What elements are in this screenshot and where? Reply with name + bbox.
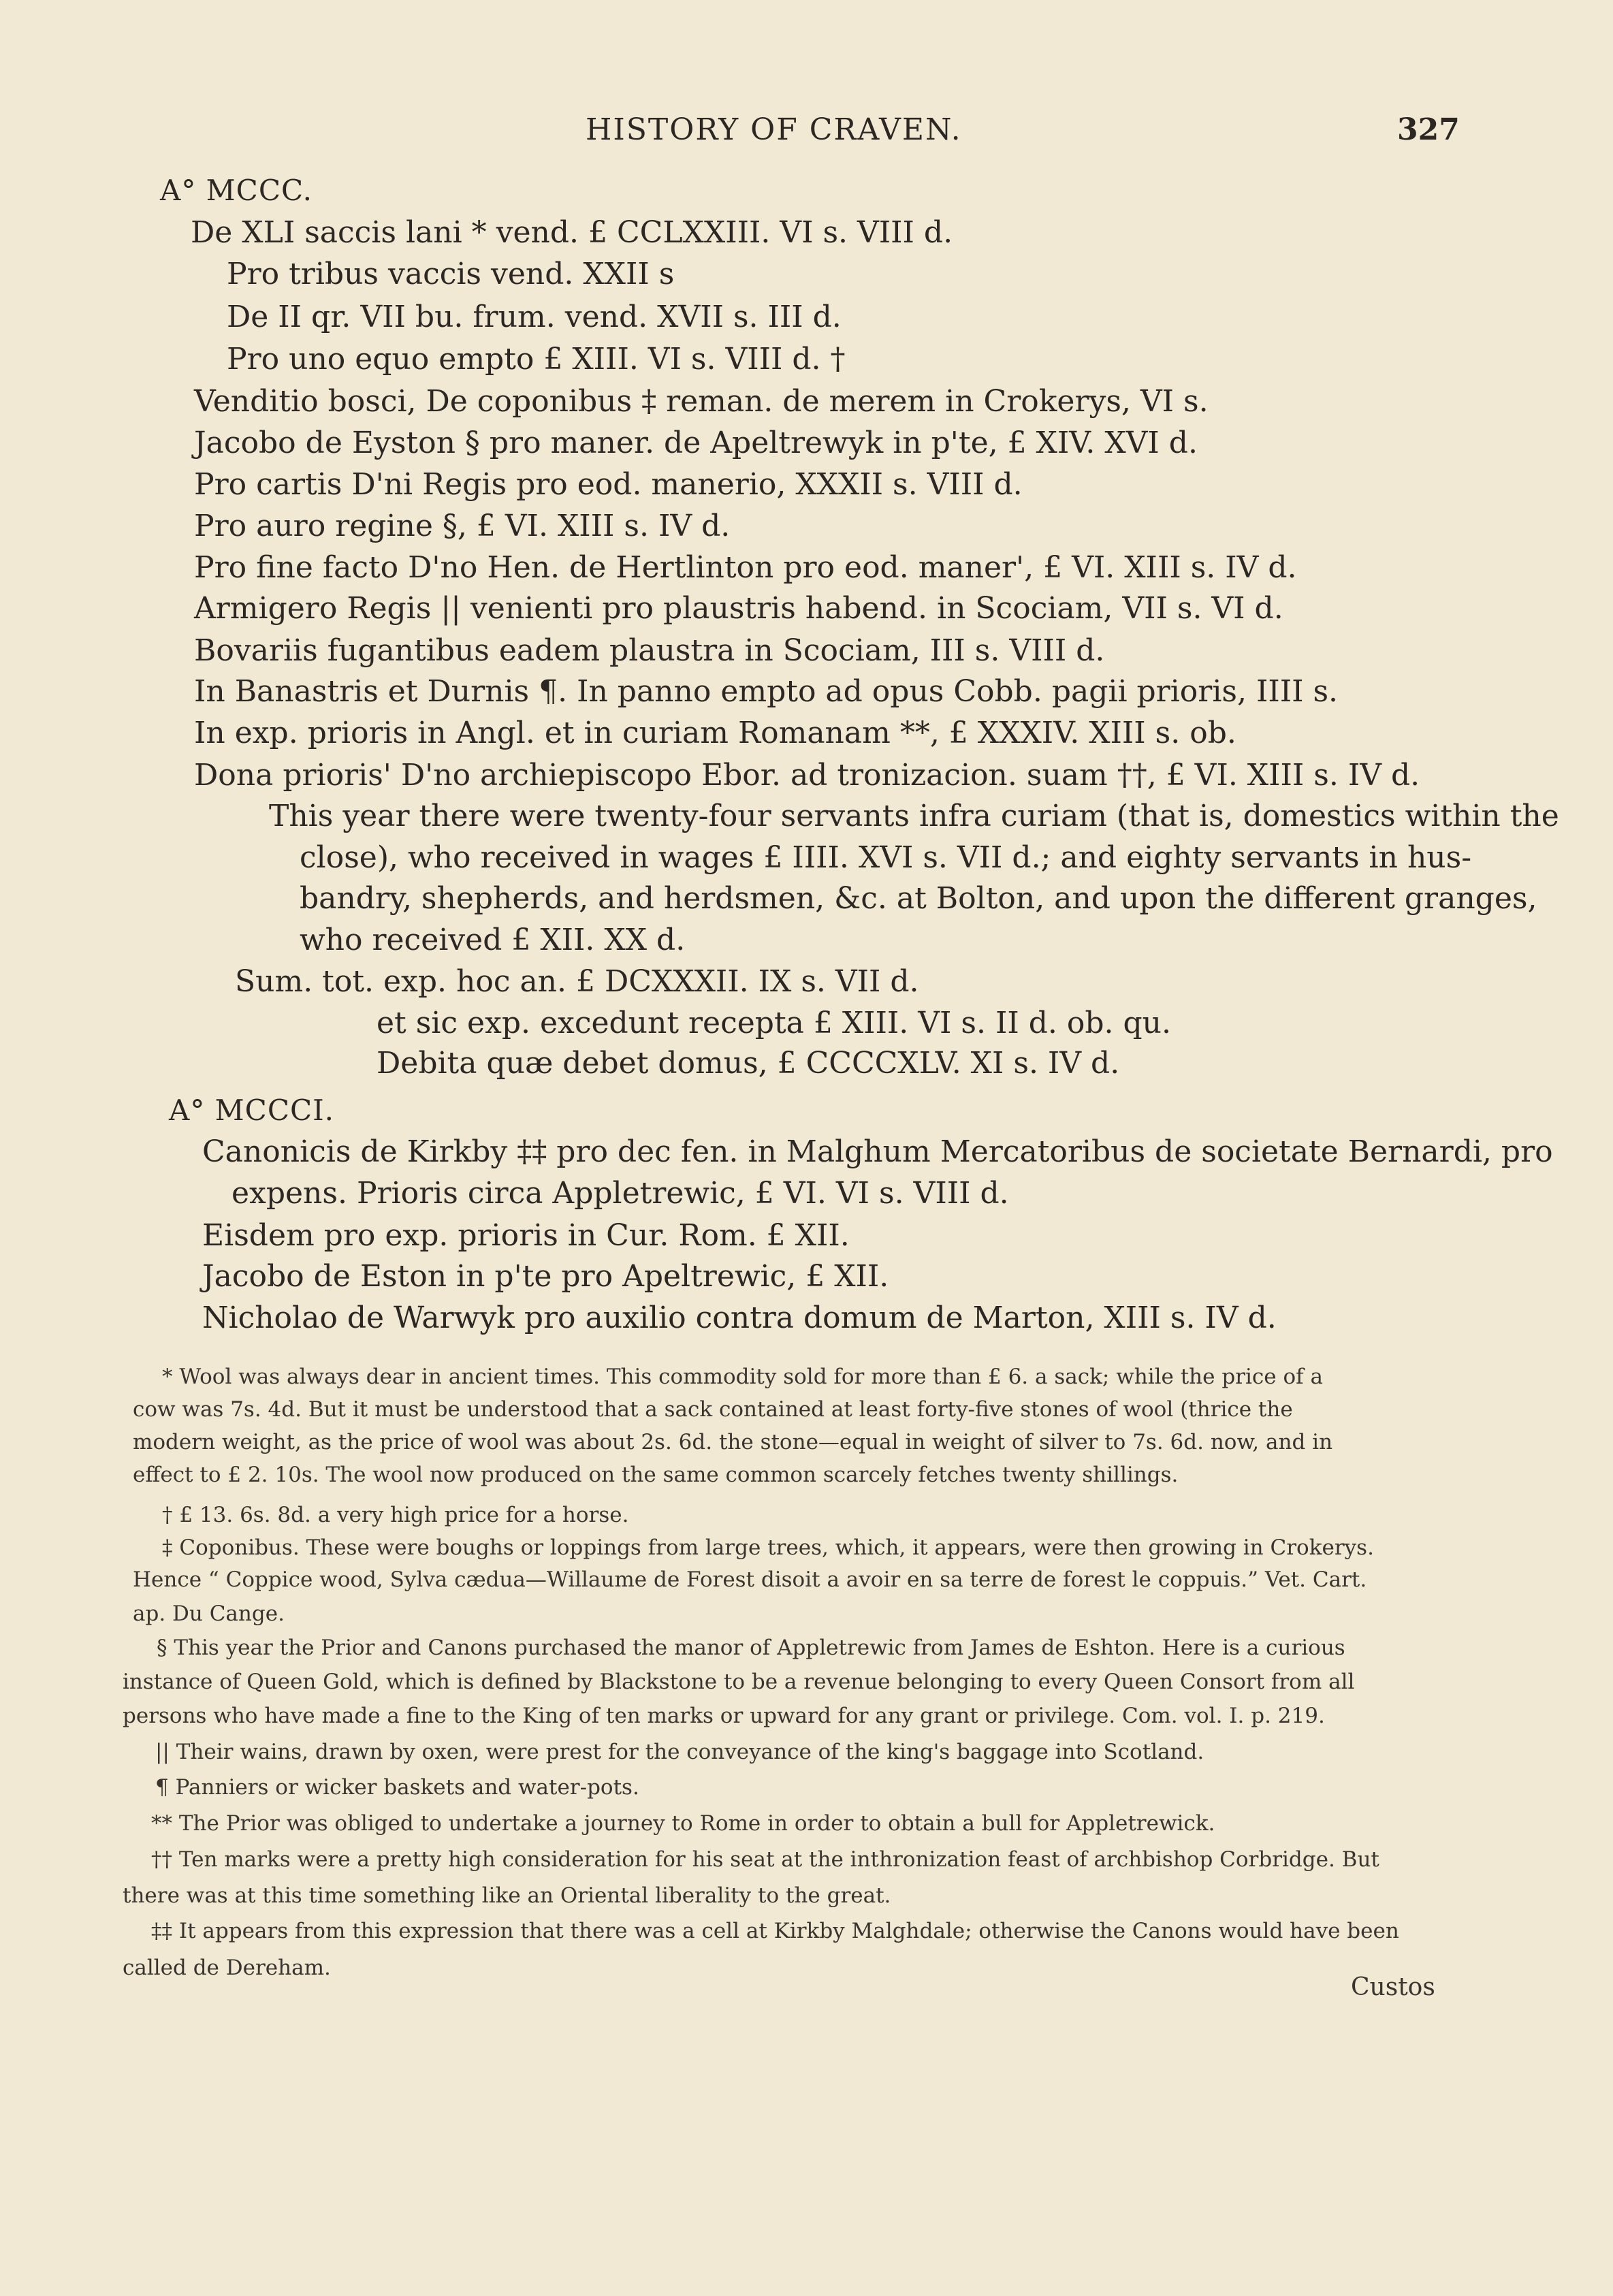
servants-note-line: who received £ XII. XX d. (300, 923, 686, 957)
footnote-line: there was at this time something like an Oriental liberality to the great. (123, 1883, 891, 1908)
account-entry: Venditio bosci, De coponibus ‡ reman. de merem in Crokerys, VI s. (194, 384, 1209, 419)
year-heading: A° MCCC. (160, 174, 313, 207)
account-entry: Dona prioris' D'no archiepiscopo Ebor. ad tronizacion. suam ††, £ VI. XIII s. IV d. (194, 758, 1420, 793)
footnote-line: effect to £ 2. 10s. The wool now produced on the same common scarcely fetches twenty shillings. (133, 1463, 1179, 1487)
account-entry: Pro uno equo empto £ XIII. VI s. VIII d. † (227, 342, 846, 377)
year-heading: A° MCCCI. (169, 1094, 335, 1127)
account-entry: Bovariis fugantibus eadem plaustra in Scociam, III s. VIII d. (194, 633, 1105, 668)
footnote-line: § This year the Prior and Canons purchased the manor of Appletrewic from James de Eshton. Here is a curious (157, 1636, 1345, 1660)
footnote-line: ¶ Panniers or wicker baskets and water-pots. (155, 1775, 639, 1800)
footnote-line: persons who have made a fine to the King of ten marks or upward for any grant or privilege. Com. vol. I. p. 219. (123, 1704, 1325, 1728)
account-entry: Canonicis de Kirkby ‡‡ pro dec fen. in Malghum Mercatoribus de societate Bernardi, pro (202, 1134, 1553, 1169)
account-entry: In exp. prioris in Angl. et in curiam Romanam **, £ XXXIV. XIII s. ob. (194, 716, 1236, 750)
page-header (0, 112, 1613, 153)
debt-line: Debita quæ debet domus, £ CCCCXLV. XI s. IV d. (377, 1046, 1120, 1081)
account-entry: De XLI saccis lani * vend. £ CCLXXIII. VI s. VIII d. (191, 215, 953, 250)
catchword: Custos (1351, 1973, 1435, 2001)
sum-total-line: Sum. tot. exp. hoc an. £ DCXXXII. IX s. VII d. (235, 964, 919, 999)
footnote-line: || Their wains, drawn by oxen, were prest for the conveyance of the king's baggage into Scotland. (155, 1740, 1204, 1764)
account-entry: Jacobo de Eyston § pro maner. de Apeltrewyk in p'te, £ XIV. XVI d. (194, 426, 1198, 460)
servants-note-line: close), who received in wages £ IIII. XVI s. VII d.; and eighty servants in hus- (300, 840, 1472, 875)
footnote-line: modern weight, as the price of wool was about 2s. 6d. the stone—equal in weight of silver to 7s. 6d. now, and in (133, 1430, 1333, 1454)
account-entry: Pro tribus vaccis vend. XXII s (227, 257, 675, 291)
running-title: HISTORY OF CRAVEN. (586, 112, 962, 147)
footnote-line: instance of Queen Gold, which is defined by Blackstone to be a revenue belonging to every Queen Consort from all (123, 1670, 1355, 1694)
servants-note-line: bandry, shepherds, and herdsmen, &c. at Bolton, and upon the different granges, (300, 881, 1537, 916)
footnote-line: †† Ten marks were a pretty high consideration for his seat at the inthronization feast of archbishop Corbridge. But (151, 1847, 1379, 1872)
account-entry: Pro cartis D'ni Regis pro eod. manerio, XXXII s. VIII d. (194, 467, 1023, 502)
footnote-line: called de Dereham. (123, 1956, 331, 1980)
servants-note-line: This year there were twenty-four servants infra curiam (that is, domestics within the (269, 799, 1559, 833)
account-entry: In Banastris et Durnis ¶. In panno empto ad opus Cobb. pagii prioris, IIII s. (194, 674, 1339, 709)
footnote-line: * Wool was always dear in ancient times. This commodity sold for more than £ 6. a sack; while the price of a (162, 1365, 1323, 1389)
account-entry: expens. Prioris circa Appletrewic, £ VI. VI s. VIII d. (231, 1176, 1009, 1211)
footnote-line: cow was 7s. 4d. But it must be understood that a sack contained at least forty-five stones of wool (thrice the (133, 1397, 1293, 1422)
footnote-line: ap. Du Cange. (133, 1601, 285, 1626)
footnote-line: † £ 13. 6s. 8d. a very high price for a horse. (162, 1503, 629, 1527)
account-entry: Armigero Regis || venienti pro plaustris habend. in Scociam, VII s. VI d. (194, 591, 1283, 626)
page-number: 327 (1397, 112, 1460, 147)
footnote-line: Hence “ Coppice wood, Sylva cædua—Willaume de Forest disoit a avoir en sa terre de forest le coppuis.” Vet. Cart. (133, 1567, 1367, 1592)
footnote-line: ** The Prior was obliged to undertake a journey to Rome in order to obtain a bull for Appletrewick. (151, 1811, 1215, 1836)
account-entry: Nicholao de Warwyk pro auxilio contra domum de Marton, XIII s. IV d. (202, 1301, 1277, 1335)
account-entry: Pro auro regine §, £ VI. XIII s. IV d. (194, 509, 731, 543)
excess-line: et sic exp. excedunt recepta £ XIII. VI s. II d. ob. qu. (377, 1006, 1171, 1040)
footnote-line: ‡‡ It appears from this expression that there was a cell at Kirkby Malghdale; otherwise the Canons would have been (151, 1919, 1399, 1943)
account-entry: Pro fine facto D'no Hen. de Hertlinton pro eod. maner', £ VI. XIII s. IV d. (194, 550, 1297, 585)
footnote-line: ‡ Coponibus. These were boughs or loppings from large trees, which, it appears, were then growing in Crokerys. (162, 1535, 1374, 1560)
account-entry: Eisdem pro exp. prioris in Cur. Rom. £ XII. (202, 1218, 850, 1253)
account-entry: De II qr. VII bu. frum. vend. XVII s. III d. (227, 300, 842, 334)
account-entry: Jacobo de Eston in p'te pro Apeltrewic, £ XII. (202, 1259, 889, 1294)
